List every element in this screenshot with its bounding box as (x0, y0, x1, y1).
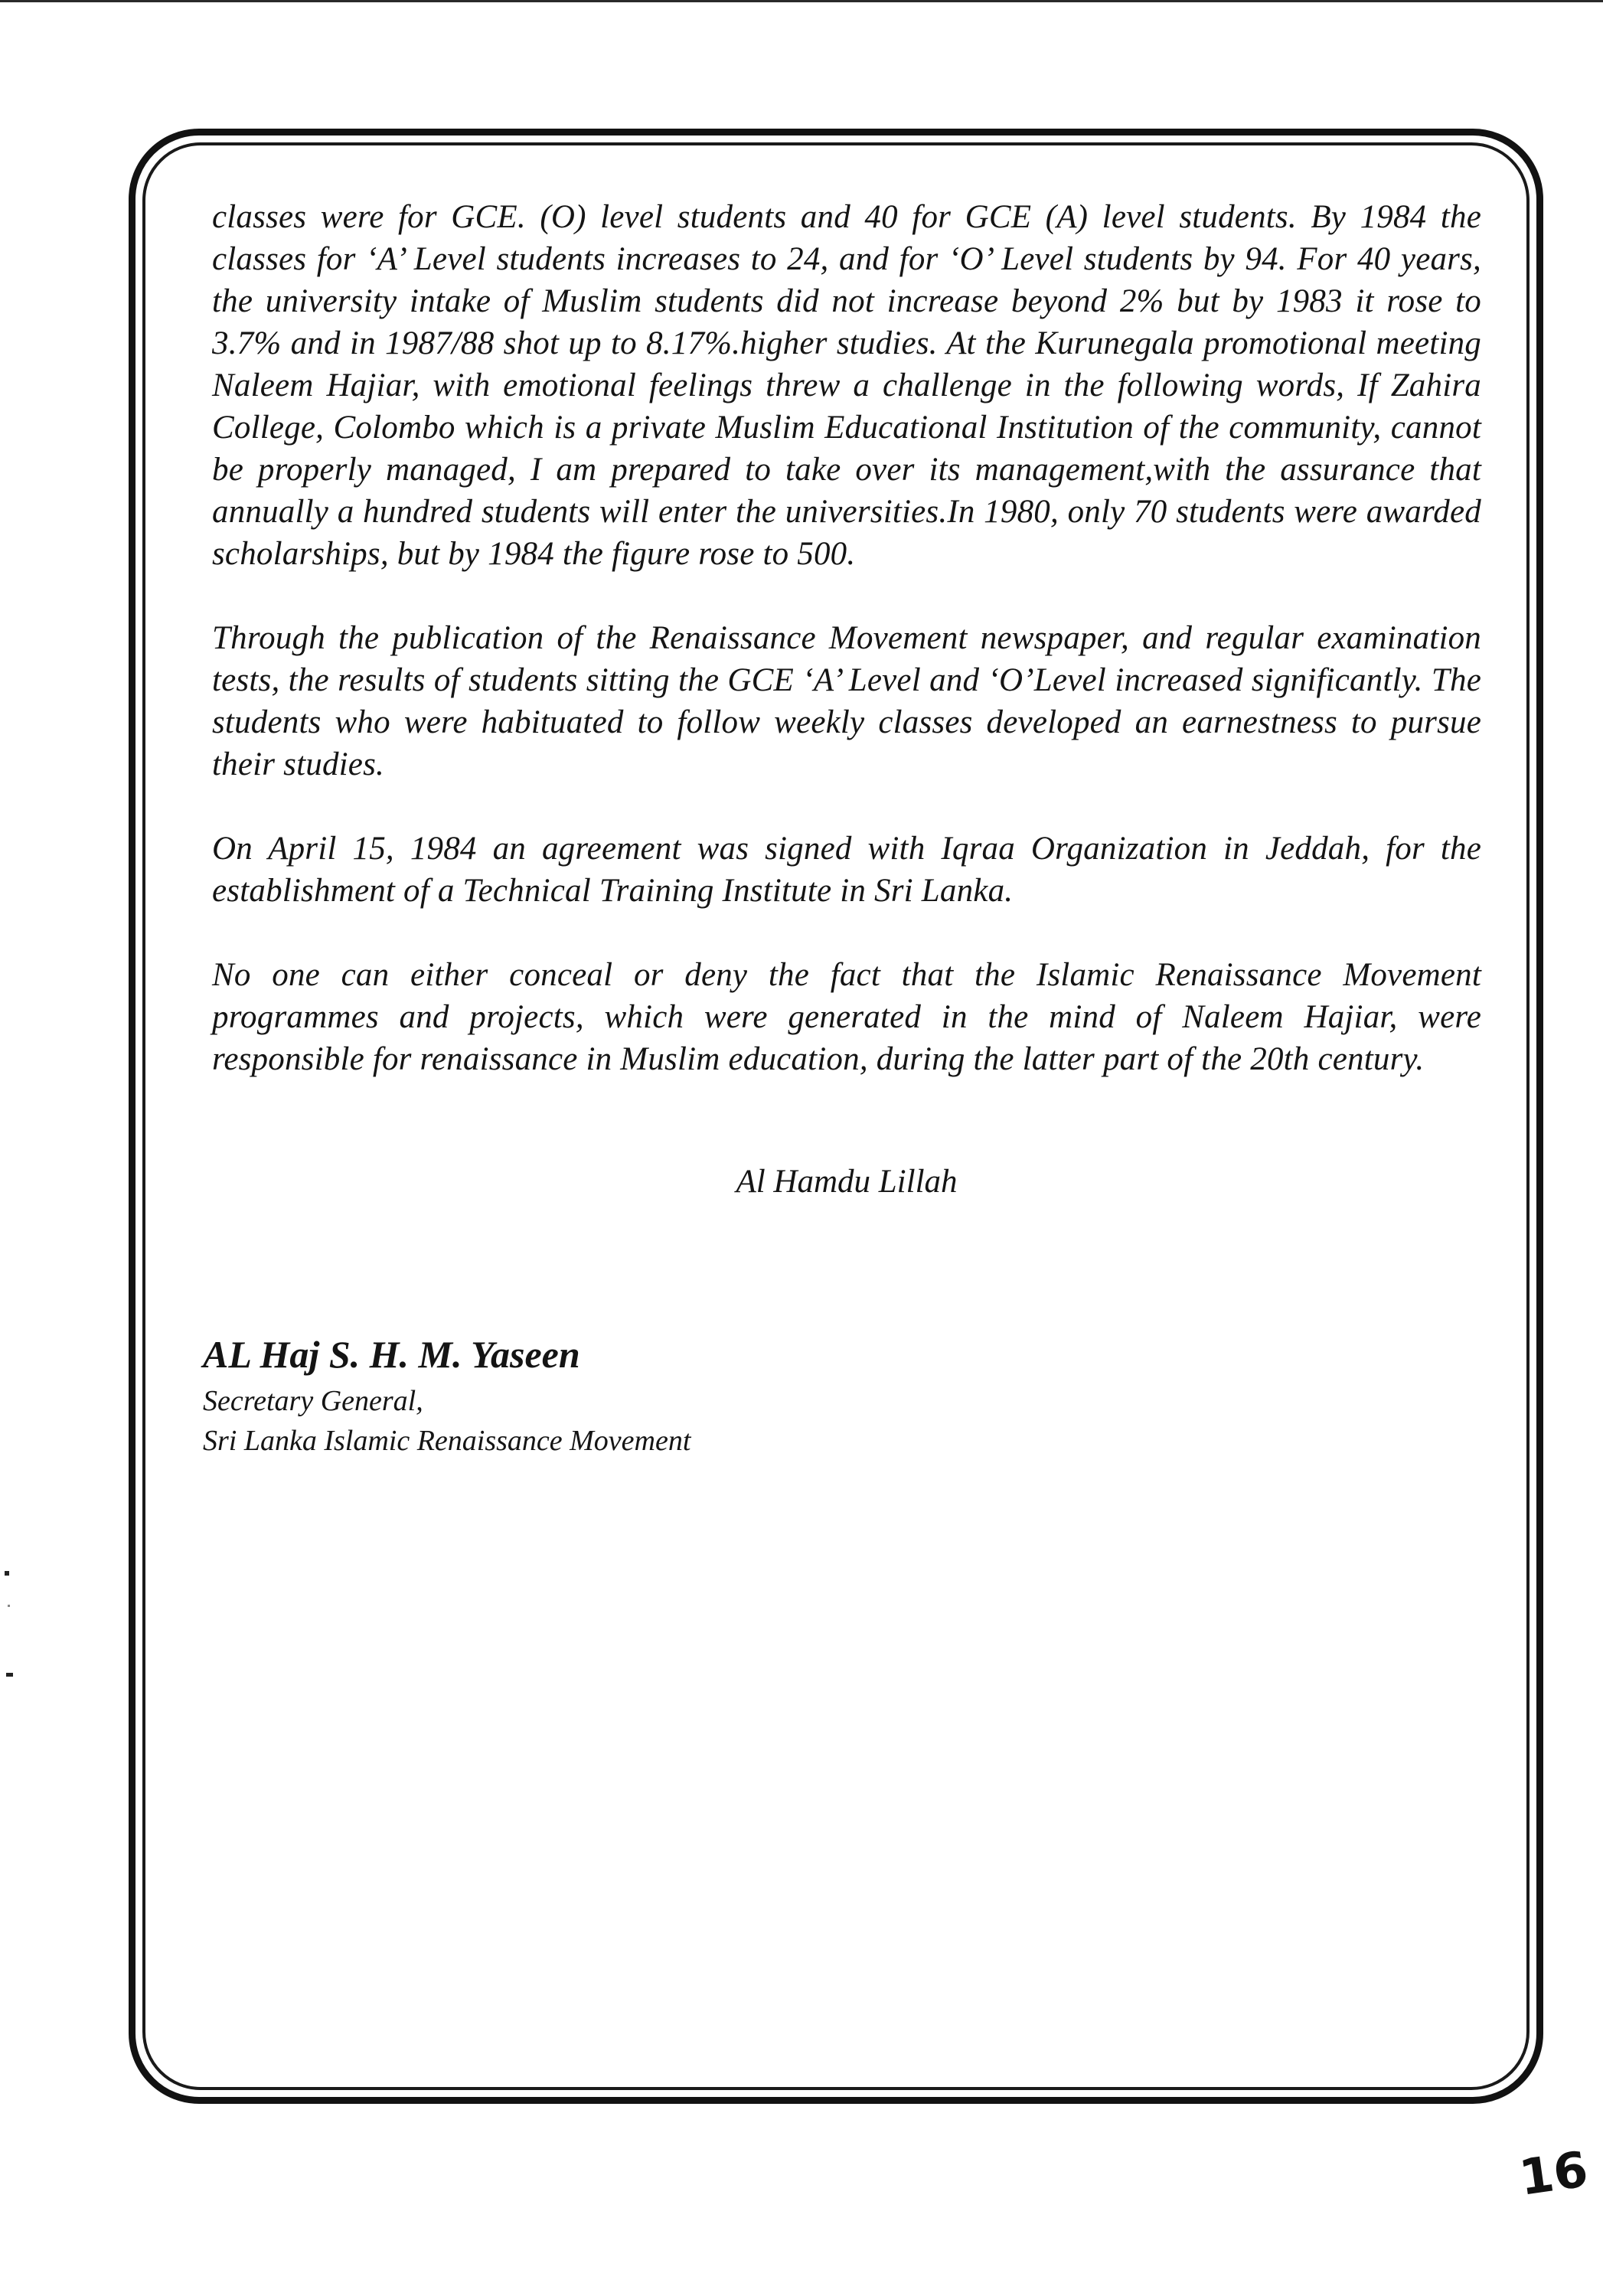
scan-top-edge (0, 0, 1603, 2)
signatory-title: Secretary General, (203, 1385, 423, 1417)
paragraph-results: classes were for GCE. (O) level students and 40 for GCE (A) level students. By 1984 the classes for ‘A’ Level students increases to 24, and for ‘O’ Level students by 94. For 40 years, the university intake of Muslim students did not increase beyond 2% but by 1983 it rose to 3.7% and in 1987/88 shot up to 8.17%.higher studies. At the Kurunegala promotional meeting Naleem Hajiar, with emotional feelings threw a challenge in the following words, If Zahira College, Colombo which is a private Muslim Educational Institution of the community, cannot be properly managed, I am prepared to take over its management,with the assurance that annually a hundred students will enter the universities.In 1980, only 70 students were awarded scholarships, but by 1984 the figure rose to 500. (212, 199, 1481, 572)
signature-block (203, 1331, 1121, 1461)
scan-speck (5, 1571, 9, 1576)
closing-phrase: Al Hamdu Lillah (736, 1164, 958, 1200)
article-body (212, 196, 1481, 1200)
signatory-name: AL Haj S. H. M. Yaseen (203, 1333, 580, 1376)
paragraph-agreement: On April 15, 1984 an agreement was signed with Iqraa Organization in Jeddah, for the establishment of a Technical Training Institute in Sri Lanka. (212, 831, 1481, 909)
signatory-organization: Sri Lanka Islamic Renaissance Movement (203, 1425, 691, 1457)
scan-speck (8, 1605, 10, 1607)
scan-speck (6, 1673, 13, 1677)
paragraph-conclusion: No one can either conceal or deny the fact that the Islamic Renaissance Movement programmes and projects, which were generated in the mind of Naleem Hajiar, were responsible for renaissance in Muslim education, during the latter part of the 20th century. (212, 957, 1481, 1077)
handwritten-page-number: 16 (1516, 2141, 1592, 2207)
paragraph-publication: Through the publication of the Renaissance Movement newspaper, and regular examination tests, the results of students sitting the GCE ‘A’ Level and ‘O’Level increased significantly. The students who were habituated to follow weekly classes developed an earnestness to pursue their studies. (212, 620, 1481, 782)
